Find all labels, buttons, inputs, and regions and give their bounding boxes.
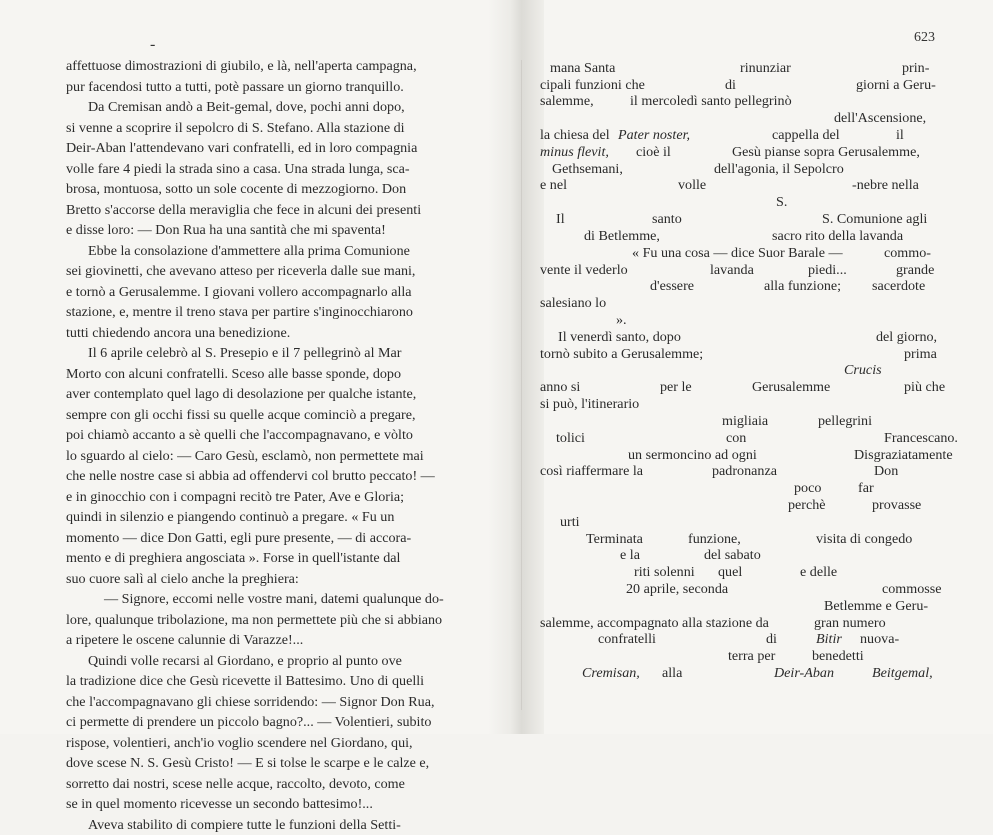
- text-fragment: S. Comunione agli: [822, 211, 927, 228]
- text-line: se in quel momento ricevesse un secondo battesimo!...: [66, 794, 490, 815]
- text-fragment: Gethsemani,: [552, 161, 623, 178]
- text-line: lo sguardo al cielo: — Caro Gesù, esclamò, non permettete mai: [66, 446, 490, 467]
- text-line: Il 6 aprile celebrò al S. Presepio e il 7 pellegrinò al Mar: [66, 343, 490, 364]
- text-fragment: padronanza: [712, 463, 777, 480]
- text-fragment: gran numero: [814, 615, 886, 632]
- text-fragment: lavanda: [710, 262, 754, 279]
- book-gutter: [488, 0, 544, 734]
- text-fragment: grande: [896, 262, 934, 279]
- text-fragment: d'essere: [650, 278, 694, 295]
- text-fragment: di: [725, 77, 736, 94]
- text-line: a ripetere le oscene calunnie di Varazze!...: [66, 630, 490, 651]
- text-fragment: volle: [678, 177, 706, 194]
- text-fragment: Pater noster,: [618, 127, 690, 144]
- text-fragment: riti solenni: [634, 564, 695, 581]
- text-fragment: Disgraziatamente: [854, 447, 953, 464]
- text-line: Bretto s'accorse della meraviglia che fece in alcuni dei presenti: [66, 200, 490, 221]
- text-line: e tornò a Gerusalemme. I giovani vollero accompagnarlo alla: [66, 282, 490, 303]
- text-fragment: tornò subito a Gerusalemme;: [540, 346, 703, 363]
- right-page-number: 623: [914, 30, 935, 46]
- text-fragment: santo: [652, 211, 682, 228]
- text-line: e in ginocchio con i compagni recitò tre Pater, Ave e Gloria;: [66, 487, 490, 508]
- text-fragment: di Betlemme,: [584, 228, 660, 245]
- text-line: quindi in silenzio e piangendo continuò a pregare. « Fu un: [66, 507, 490, 528]
- text-fragment: far: [858, 480, 874, 497]
- text-fragment: e delle: [800, 564, 837, 581]
- text-line: suo cuore salì al cielo anche la preghiera:: [66, 569, 490, 590]
- text-fragment: sacro rito della lavanda: [772, 228, 903, 245]
- text-fragment: rinunziar: [740, 60, 791, 77]
- left-page-text: [66, 56, 490, 835]
- text-fragment: salemme, accompagnato alla stazione da: [540, 615, 769, 632]
- text-fragment: 20 aprile, seconda: [626, 581, 728, 598]
- text-fragment: alla: [662, 665, 682, 682]
- text-fragment: Il venerdì santo, dopo: [558, 329, 681, 346]
- text-fragment: S.: [776, 194, 787, 211]
- left-page-header-dash: -: [150, 36, 155, 54]
- text-fragment: -nebre nella: [852, 177, 919, 194]
- text-fragment: cappella del: [772, 127, 840, 144]
- text-line: sempre con gli occhi fissi su quelle acque cominciò a pregare,: [66, 405, 490, 426]
- text-fragment: mana Santa: [550, 60, 615, 77]
- text-fragment: Beitgemal,: [872, 665, 933, 682]
- text-line: brosa, montuosa, sotto un sole cocente di mezzogiorno. Don: [66, 179, 490, 200]
- text-fragment: cioè il: [636, 144, 671, 161]
- text-fragment: del giorno,: [876, 329, 937, 346]
- text-line: e disse loro: — Don Rua ha una santità che mi spaventa!: [66, 220, 490, 241]
- text-fragment: pellegrini: [818, 413, 872, 430]
- text-line: la tradizione dice che Gesù ricevette il Battesimo. Uno di quelli: [66, 671, 490, 692]
- text-fragment: il mercoledì santo pellegrinò: [630, 93, 792, 110]
- text-line: che nelle nostre case si abbia ad offendervi col brutto peccato! —: [66, 466, 490, 487]
- text-line: ci permette di prendere un piccolo bagno?... — Volentieri, subito: [66, 712, 490, 733]
- text-fragment: con: [726, 430, 746, 447]
- text-line: Quindi volle recarsi al Giordano, e proprio al punto ove: [66, 651, 490, 672]
- text-fragment: urti: [560, 514, 580, 531]
- text-fragment: visita di congedo: [816, 531, 912, 548]
- text-fragment: Gerusalemme: [752, 379, 830, 396]
- text-line: poi chiamò accanto a sè quelli che l'accompagnavano, e vòlto: [66, 425, 490, 446]
- text-line: pur facendosi tutto a tutti, potè passare un giorno tranquillo.: [66, 77, 490, 98]
- text-line: momento — dice Don Gatti, egli pure presente, — di accora-: [66, 528, 490, 549]
- text-fragment: dell'Ascensione,: [834, 110, 926, 127]
- text-fragment: confratelli: [598, 631, 656, 648]
- text-fragment: Bitir: [816, 631, 842, 648]
- text-line: rispose, volentieri, anch'io voglio scendere nel Giordano, qui,: [66, 733, 490, 754]
- text-fragment: Il: [556, 211, 565, 228]
- text-fragment: Francescano.: [884, 430, 958, 447]
- text-fragment: il: [896, 127, 904, 144]
- text-fragment: Gesù pianse sopra Gerusalemme,: [732, 144, 920, 161]
- text-line: Deir-Aban l'attendevano vari confratelli, ed in loro compagnia: [66, 138, 490, 159]
- text-fragment: alla funzione;: [764, 278, 841, 295]
- text-fragment: e nel: [540, 177, 567, 194]
- text-fragment: prima: [904, 346, 937, 363]
- text-fragment: migliaia: [722, 413, 768, 430]
- text-line: sei giovinetti, che avevano atteso per riceverla dalle sue mani,: [66, 261, 490, 282]
- text-fragment: un sermoncino ad ogni: [628, 447, 757, 464]
- text-line: affettuose dimostrazioni di giubilo, e là, nell'aperta campagna,: [66, 56, 490, 77]
- text-fragment: provasse: [872, 497, 921, 514]
- text-line: aver contemplato quel lago di desolazione per qualche istante,: [66, 384, 490, 405]
- text-line: Morto con alcuni confratelli. Sceso alle basse sponde, dopo: [66, 364, 490, 385]
- text-fragment: per le: [660, 379, 692, 396]
- gutter-shadow-line: [521, 60, 522, 710]
- text-fragment: piedi...: [808, 262, 847, 279]
- text-fragment: salesiano lo: [540, 295, 606, 312]
- text-fragment: si può, l'itinerario: [540, 396, 639, 413]
- text-fragment: cipali funzioni che: [540, 77, 645, 94]
- text-line: volle fare 4 piedi la strada sino a casa. Una strada lunga, sca-: [66, 159, 490, 180]
- text-fragment: funzione,: [688, 531, 741, 548]
- text-line: tutti chiedendo ancora una benedizione.: [66, 323, 490, 344]
- text-fragment: « Fu una cosa — dice Suor Barale —: [632, 245, 843, 262]
- text-fragment: perchè: [788, 497, 826, 514]
- text-line: Ebbe la consolazione d'ammettere alla prima Comunione: [66, 241, 490, 262]
- text-fragment: dell'agonia, il Sepolcro: [714, 161, 844, 178]
- text-fragment: Betlemme e Geru-: [824, 598, 928, 615]
- text-fragment: sacerdote: [872, 278, 925, 295]
- text-fragment: minus flevit,: [540, 144, 609, 161]
- text-fragment: di: [766, 631, 777, 648]
- right-page-text: [540, 58, 942, 668]
- text-fragment: ».: [616, 312, 627, 329]
- text-line: che l'accompagnavano gli chiese sorridendo: — Signor Don Rua,: [66, 692, 490, 713]
- text-fragment: tolici: [556, 430, 585, 447]
- text-fragment: Crucis: [844, 362, 882, 379]
- text-fragment: più che: [904, 379, 945, 396]
- text-fragment: del sabato: [704, 547, 761, 564]
- text-line: sorretto dai nostri, scese nelle acque, raccolto, devoto, come: [66, 774, 490, 795]
- text-fragment: Deir-Aban: [774, 665, 834, 682]
- text-line: Aveva stabilito di compiere tutte le funzioni della Setti-: [66, 815, 490, 835]
- text-fragment: salemme,: [540, 93, 594, 110]
- text-fragment: Cremisan,: [582, 665, 640, 682]
- text-fragment: prin-: [902, 60, 929, 77]
- text-line: — Signore, eccomi nelle vostre mani, datemi qualunque do-: [66, 589, 490, 610]
- text-fragment: benedetti: [812, 648, 864, 665]
- text-fragment: terra per: [728, 648, 775, 665]
- text-line: si venne a scoprire il sepolcro di S. Stefano. Alla stazione di: [66, 118, 490, 139]
- text-fragment: Terminata: [586, 531, 643, 548]
- text-fragment: giorni a Geru-: [856, 77, 936, 94]
- text-fragment: anno si: [540, 379, 580, 396]
- text-fragment: Don: [874, 463, 898, 480]
- text-line: lore, qualunque tribolazione, ma non permettete più che si abbiano: [66, 610, 490, 631]
- text-line: dove scese N. S. Gesù Cristo! — E si tolse le scarpe e le calze e,: [66, 753, 490, 774]
- text-fragment: e la: [620, 547, 640, 564]
- text-fragment: poco: [794, 480, 821, 497]
- text-fragment: così riaffermare la: [540, 463, 643, 480]
- text-fragment: la chiesa del: [540, 127, 610, 144]
- text-line: stazione, e, mentre il treno stava per partire s'inginocchiarono: [66, 302, 490, 323]
- text-line: Da Cremisan andò a Beit-gemal, dove, pochi anni dopo,: [66, 97, 490, 118]
- text-fragment: commo-: [884, 245, 931, 262]
- text-fragment: commosse: [882, 581, 942, 598]
- text-fragment: quel: [718, 564, 742, 581]
- text-line: mento e di preghiera angosciata ». Forse in quell'istante dal: [66, 548, 490, 569]
- text-fragment: vente il vederlo: [540, 262, 628, 279]
- text-fragment: nuova-: [860, 631, 899, 648]
